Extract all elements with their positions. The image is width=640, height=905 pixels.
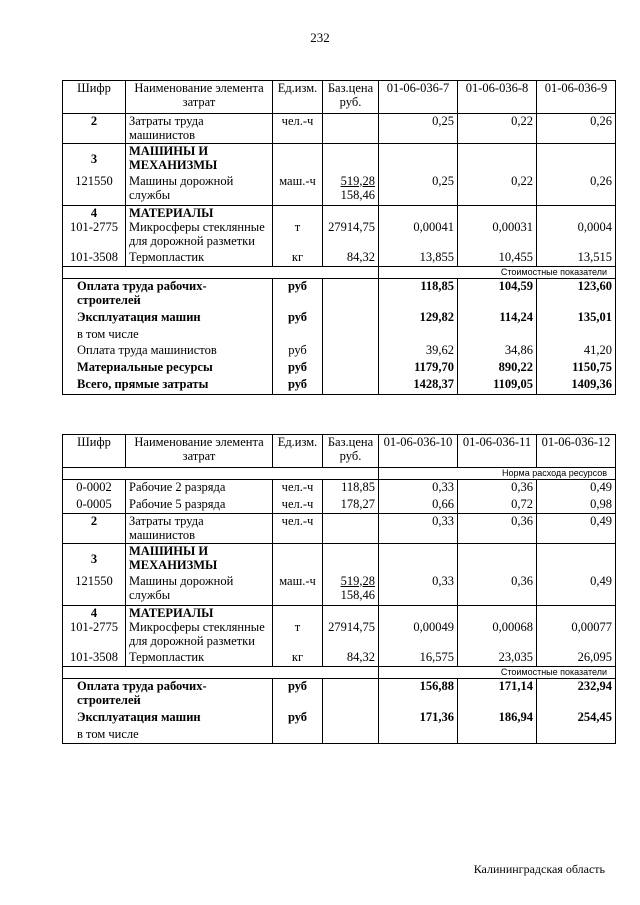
cost-unit: руб [273,678,323,710]
cost-section-label: Стоимостные показатели [379,266,616,278]
cost-row [63,343,616,360]
cost-value: 156,88 [379,678,458,710]
cost-name: в том числе [63,727,273,743]
page-footer: Калининградская область [473,862,605,876]
header-price: Баз.цена руб. [323,435,379,468]
row-code: 101-2775 [63,220,126,250]
cost-value: 1150,75 [537,360,616,377]
row-code: 121550 [63,174,126,206]
cost-value: 118,85 [379,278,458,310]
cost-value: 114,24 [458,310,537,327]
header-price: Баз.цена руб. [323,81,379,114]
row-unit: чел.-ч [273,497,323,514]
section-title: МАШИНЫ И МЕХАНИЗМЫ [126,544,273,574]
row-price: 519,28 [340,573,375,588]
header-col-1: 01-06-036-7 [379,81,458,114]
table-row [63,497,616,514]
row-code: 0-0002 [63,480,126,497]
row-name: Термопластик [126,650,273,666]
header-name: Наименование элемента затрат [126,81,273,114]
cost-value: 1179,70 [379,360,458,377]
row-unit: чел.-ч [273,114,323,144]
cost-unit: руб [273,278,323,310]
header-col-1: 01-06-036-10 [379,435,458,468]
row-value: 10,455 [458,250,537,266]
section-number: 4 [63,606,126,621]
row-value: 0,00041 [379,220,458,250]
cost-value: 123,60 [537,278,616,310]
row-value: 16,575 [379,650,458,666]
section-title: МАТЕРИАЛЫ [126,606,273,621]
norm-label-row [63,468,616,480]
row-unit: кг [273,650,323,666]
table-row [63,250,616,266]
row-unit: чел.-ч [273,514,323,544]
row-name: Машины дорожной службы [126,574,273,606]
cost-unit: руб [273,343,323,360]
cost-row [63,310,616,327]
section-number: 3 [63,544,126,574]
row-price: 178,27 [323,497,379,514]
row-unit: чел.-ч [273,480,323,497]
cost-value: 232,94 [537,678,616,710]
row-value: 0,00031 [458,220,537,250]
cost-value: 135,01 [537,310,616,327]
cost-value: 186,94 [458,710,537,727]
cost-value: 1428,37 [379,377,458,394]
row-code: 0-0005 [63,497,126,514]
header-col-3: 01-06-036-9 [537,81,616,114]
cost-unit: руб [273,710,323,727]
table-header-row [63,81,616,114]
table-row [63,114,616,144]
row-price: 84,32 [323,250,379,266]
row-unit: маш.-ч [273,574,323,606]
row-code: 101-2775 [63,620,126,650]
row-value: 0,25 [379,114,458,144]
table-row [63,650,616,666]
cost-value: 129,82 [379,310,458,327]
table-row [63,620,616,650]
cost-name: в том числе [63,327,273,343]
cost-value: 890,22 [458,360,537,377]
page-number: 232 [310,30,330,45]
cost-value: 34,86 [458,343,537,360]
cost-row [63,327,616,343]
header-unit: Ед.изм. [273,81,323,114]
row-name: Микросферы стеклянные для дорожной разметки [126,220,273,250]
cost-row [63,678,616,710]
row-code: 101-3508 [63,650,126,666]
cost-value: 171,36 [379,710,458,727]
row-value: 0,49 [537,480,616,497]
section-row [63,544,616,574]
row-price-secondary: 158,46 [340,587,375,602]
section-number: 3 [63,144,126,174]
row-value: 0,26 [537,174,616,206]
table-row [63,514,616,544]
section-title: МАШИНЫ И МЕХАНИЗМЫ [126,144,273,174]
row-value: 0,26 [537,114,616,144]
cost-name: Эксплуатация машин [63,710,273,727]
header-name: Наименование элемента затрат [126,435,273,468]
cost-row [63,278,616,310]
section-title: МАТЕРИАЛЫ [126,206,273,221]
section-row [63,606,616,621]
row-name: Рабочие 5 разряда [126,497,273,514]
cost-value: 171,14 [458,678,537,710]
row-value: 0,49 [537,574,616,606]
row-value: 0,22 [458,174,537,206]
resource-table-2 [62,434,616,744]
row-value: 13,515 [537,250,616,266]
cost-row [63,727,616,743]
cost-unit: руб [273,360,323,377]
table-row [63,174,616,206]
section-row [63,144,616,174]
row-price: 84,32 [323,650,379,666]
row-unit: т [273,620,323,650]
table-row [63,574,616,606]
cost-value: 254,45 [537,710,616,727]
row-code: 101-3508 [63,250,126,266]
header-col-3: 01-06-036-12 [537,435,616,468]
cost-name: Оплата труда рабочих-строителей [63,278,273,310]
cost-name: Оплата труда рабочих-строителей [63,678,273,710]
header-code: Шифр [63,81,126,114]
row-unit: маш.-ч [273,174,323,206]
cost-label-row [63,666,616,678]
cost-name: Оплата труда машинистов [63,343,273,360]
section-row [63,206,616,221]
header-unit: Ед.изм. [273,435,323,468]
row-value: 26,095 [537,650,616,666]
row-value: 23,035 [458,650,537,666]
cost-value: 41,20 [537,343,616,360]
section-number: 4 [63,206,126,221]
row-value: 0,22 [458,114,537,144]
cost-label-row [63,266,616,278]
row-value: 0,98 [537,497,616,514]
row-value: 0,36 [458,514,537,544]
row-price: 519,28 [340,173,375,188]
table-row [63,480,616,497]
cost-value: 104,59 [458,278,537,310]
row-value: 0,33 [379,574,458,606]
row-value: 0,0004 [537,220,616,250]
cost-section-label: Стоимостные показатели [379,666,616,678]
cost-value: 1409,36 [537,377,616,394]
cost-name: Материальные ресурсы [63,360,273,377]
row-price-secondary: 158,46 [340,187,375,202]
cost-value: 1109,05 [458,377,537,394]
header-col-2: 01-06-036-11 [458,435,537,468]
resource-table-1 [62,80,616,395]
row-price: 27914,75 [323,220,379,250]
row-name: Затраты труда машинистов [126,514,273,544]
row-code: 2 [63,114,126,144]
row-unit: кг [273,250,323,266]
row-value: 0,36 [458,480,537,497]
row-value: 0,49 [537,514,616,544]
header-code: Шифр [63,435,126,468]
row-value: 0,00077 [537,620,616,650]
cost-value: 39,62 [379,343,458,360]
cost-unit: руб [273,377,323,394]
row-name: Машины дорожной службы [126,174,273,206]
row-price: 118,85 [323,480,379,497]
row-name: Рабочие 2 разряда [126,480,273,497]
cost-unit: руб [273,310,323,327]
table-row [63,220,616,250]
row-value: 0,72 [458,497,537,514]
row-code: 2 [63,514,126,544]
row-value: 0,00049 [379,620,458,650]
row-value: 0,36 [458,574,537,606]
row-value: 0,66 [379,497,458,514]
cost-row [63,360,616,377]
cost-name: Эксплуатация машин [63,310,273,327]
norm-section-label: Норма расхода ресурсов [379,468,616,480]
table-header-row [63,435,616,468]
cost-name: Всего, прямые затраты [63,377,273,394]
row-name: Термопластик [126,250,273,266]
row-name: Микросферы стеклянные для дорожной разметки [126,620,273,650]
row-value: 13,855 [379,250,458,266]
row-value: 0,33 [379,480,458,497]
row-value: 0,33 [379,514,458,544]
row-name: Затраты труда машинистов [126,114,273,144]
cost-row [63,710,616,727]
header-col-2: 01-06-036-8 [458,81,537,114]
row-value: 0,00068 [458,620,537,650]
row-value: 0,25 [379,174,458,206]
row-code: 121550 [63,574,126,606]
cost-row [63,377,616,394]
row-price: 27914,75 [323,620,379,650]
row-unit: т [273,220,323,250]
